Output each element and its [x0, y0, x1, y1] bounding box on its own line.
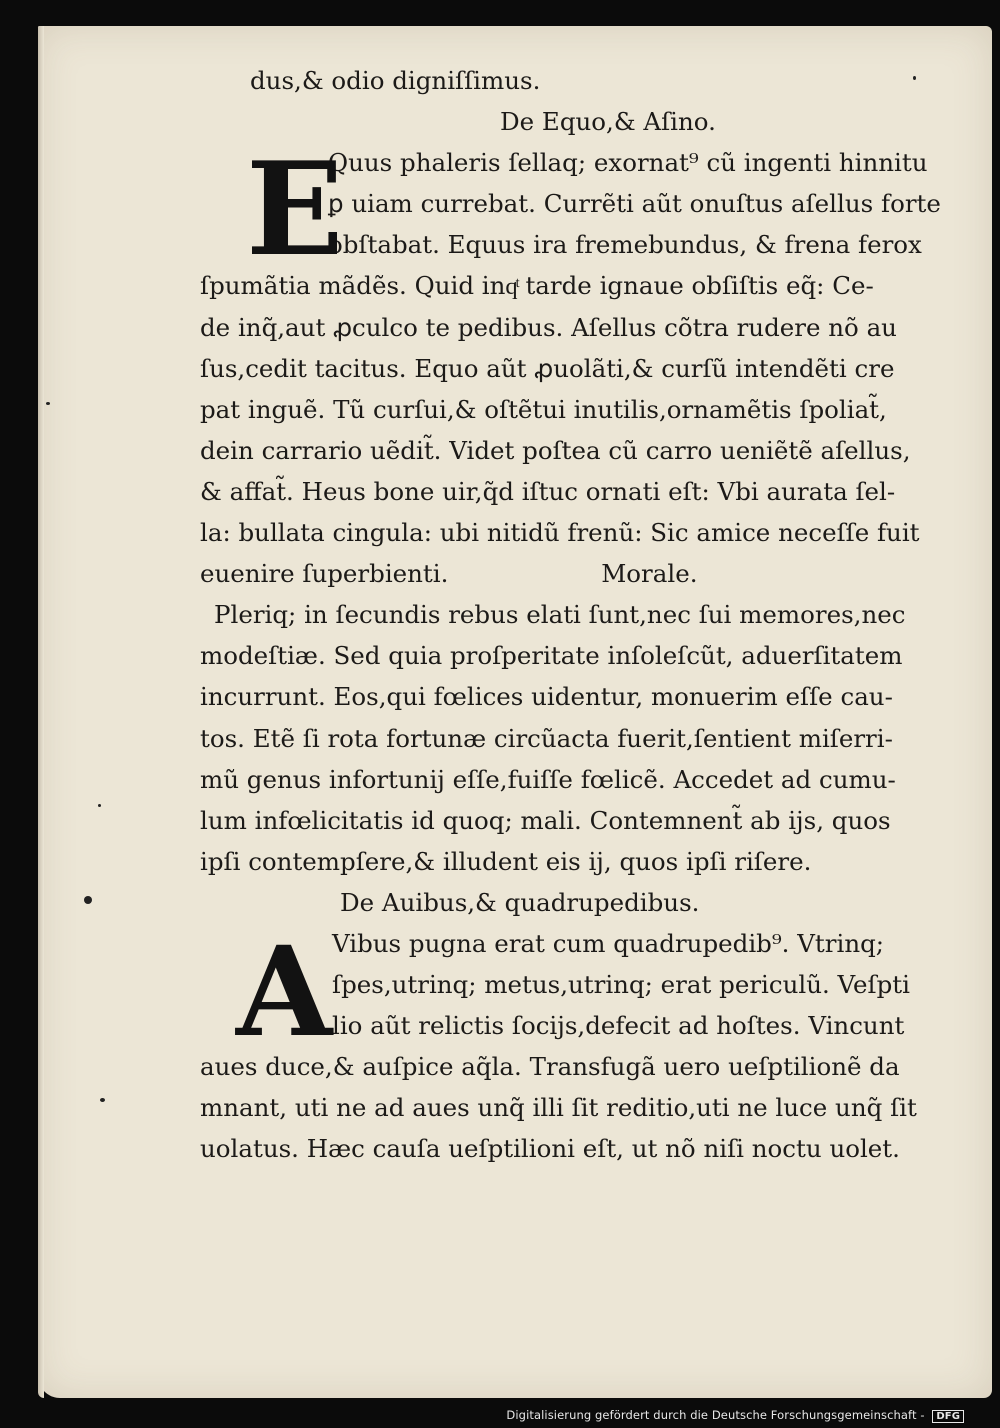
- digitization-credit: [506, 1408, 964, 1423]
- text-line: ſpes,utrinq; metus,utrinq; erat periculũ. Veſpti: [332, 970, 910, 1000]
- page-text: [200, 60, 950, 1170]
- text-line: obſtabat. Equus ira fremebundus, & frena ferox: [328, 230, 922, 260]
- text-line: ꝑ uiam currebat. Currẽti aũt onuſtus aſellus forte: [328, 189, 941, 219]
- page-edge: [38, 26, 44, 1398]
- text-line: ſus,cedit tacitus. Equo aũt ꝓuolãti,& curſũ intendẽti cre: [200, 353, 895, 383]
- decorated-initial-e: E: [246, 135, 344, 286]
- text-line: incurrunt. Eos,qui fœlices uidentur, monuerim eſſe cau-: [200, 682, 893, 712]
- text-line: mnant, uti ne ad aues unq̃ illi ſit reditio,uti ne luce unq̃ ſit: [200, 1093, 917, 1123]
- text-line: pat inguẽ. Tũ curſui,& oſtẽtui inutilis,ornamẽtis ſpoliat̃,: [200, 394, 887, 424]
- text-line: dus,& odio digniſſimus.: [250, 66, 541, 95]
- moral-heading: Morale.: [601, 559, 698, 589]
- text-line: Quus phaleris ſellaq; exornat⁹ cũ ingenti hinnitu: [328, 148, 928, 178]
- text-line: Pleriq; in ſecundis rebus elati ſunt,nec ſui memores,nec: [214, 600, 906, 630]
- text-line: modeſtiæ. Sed quia proſperitate inſoleſcũt, aduerſitatem: [200, 641, 903, 671]
- decorated-initial-a: A: [236, 919, 333, 1065]
- text-line: mũ genus infortunij eſſe,fuiſſe fœlicẽ. Accedet ad cumu-: [200, 764, 896, 794]
- fable-heading-horse-donkey: De Equo,& Aſino.: [500, 107, 716, 137]
- text-line: & affat̃. Heus bone uir,q̃d iſtuc ornati eſt: Vbi aurata ſel-: [200, 476, 896, 506]
- fable-heading-birds-quadrupeds: De Auibus,& quadrupedibus.: [340, 887, 700, 917]
- text-line: [200, 553, 950, 594]
- text-line: lum infœlicitatis id quoq; mali. Contemnent̃ ab ijs, quos: [200, 805, 891, 835]
- ink-speck: [98, 804, 101, 807]
- ink-speck: [100, 1098, 105, 1102]
- text-line: ipſi contempſere,& illudent eis ij, quos ipſi riſere.: [200, 846, 812, 876]
- text-line: lio aũt relictis ſocijs,defecit ad hoſtes. Vincunt: [332, 1011, 905, 1041]
- text-line: de inq̃,aut ꝓculco te pedibus. Aſellus cõtra rudere nõ au: [200, 312, 897, 342]
- text-line: ſpumãtia mãdẽs. Quid inqͭ tarde ignaue obſiſtis eq̃: Ce-: [200, 271, 874, 301]
- fable-2-opening: [196, 919, 950, 1065]
- credit-text: Digitalisierung gefördert durch die Deutsche Forschungsgemeinschaft -: [506, 1408, 925, 1422]
- text-line: dein carrario uẽdit̃. Videt poſtea cũ carro ueniẽtẽ aſellus,: [200, 435, 911, 465]
- text-line-fragment: euenire ſuperbienti.: [200, 559, 449, 589]
- dfg-logo: DFG: [932, 1410, 964, 1423]
- text-line: uolatus. Hæc cauſa ueſptilioni eſt, ut nõ niſi noctu uolet.: [200, 1134, 900, 1164]
- text-line: aues duce,& auſpice aq̃la. Transfugã uero ueſptilionẽ da: [200, 1052, 900, 1082]
- text-line: la: bullata cingula: ubi nitidũ frenũ: Sic amice neceſſe fuit: [200, 518, 920, 548]
- text-line: tos. Etẽ ſi rota fortunæ circũacta fuerit,ſentient miſerri-: [200, 723, 893, 753]
- text-line: Vibus pugna erat cum quadrupedib⁹. Vtrinq;: [332, 928, 885, 958]
- ink-speck: [46, 402, 50, 405]
- ink-speck: [84, 896, 92, 904]
